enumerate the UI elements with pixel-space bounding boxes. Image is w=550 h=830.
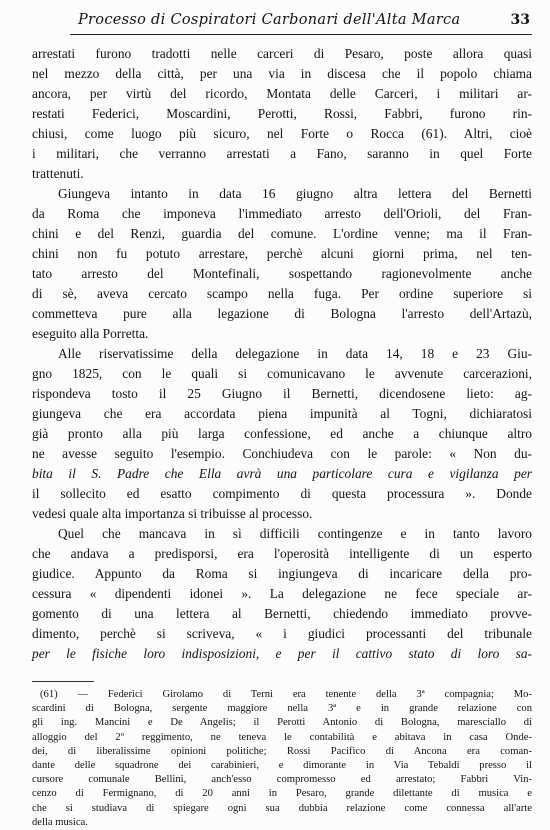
- footnote-line: cursore comunale Bellini, anch'esso compromesso ed arrestato; Fabbri Vin-: [32, 774, 532, 786]
- text-line: chiusi, come luogo più sicuro, nel Forte o Rocca (61). Altri, cioè: [32, 126, 532, 141]
- footnote-line: scardini di Bologna, sergente maggiore nella 3ª e in grande relazione con: [32, 703, 532, 715]
- text-line: Alle riservatissime della delegazione in data 14, 18 e 23 Giu-: [58, 346, 532, 361]
- text-line: chini e del Renzi, guardia del comune. L'ordine venne; ma il Fran-: [32, 226, 532, 241]
- footnote-line: dante delle squadrone dei carabinieri, e dimorante in Via Tebaldi presso il: [32, 759, 532, 771]
- text-line: i militari, che verranno arrestati a Fano, saranno in quel Forte: [32, 146, 532, 161]
- text-line: restati Federici, Moscardini, Perotti, Rossi, Fabbri, furono rin-: [32, 106, 532, 121]
- footnote-rule: [32, 681, 94, 682]
- footnote-line: dei, di liberalissime opinioni politiche; Rossi Pacifico di Ancona era coman-: [32, 745, 532, 757]
- text-line: Quel che mancava in sì difficili contingenze e in tanto lavoro: [58, 526, 532, 541]
- text-line: gomento di una lettera al Bernetti, chiedendo immediato provve-: [32, 606, 532, 621]
- text-line: di sè, aveva cercato scampo nella fuga. Per ordine superiore si: [32, 286, 532, 301]
- text-line: trattenuti.: [32, 166, 84, 181]
- text-line: giudice. Appunto da Roma si ingiungeva di incaricare della pro-: [32, 566, 532, 581]
- text-line: il sollecito ed esatto compimento di questa processura ». Donde: [32, 486, 532, 501]
- text-line: da Roma che imponeva l'immediato arresto dell'Orioli, del Fran-: [32, 206, 532, 221]
- paragraph: [32, 344, 532, 524]
- page-header: [70, 10, 532, 35]
- text-line: dimento, perchè si scriveva, « i giudici processanti del tribunale: [32, 626, 532, 641]
- page-number: 33: [510, 12, 530, 28]
- footnote-line: della musica.: [32, 816, 88, 828]
- text-line: per le fisiche loro indisposizioni, e per il cattivo stato di loro sa-: [32, 646, 532, 661]
- text-line: gno 1825, con le quali si comunicavano le avvenute carcerazioni,: [32, 366, 532, 381]
- text-line: commetteva pure alla legazione di Bologna l'arresto dell'Artazù,: [32, 306, 532, 321]
- text-line: rispondeva tosto il 25 Giugno il Bernetti, dicendosene lieto: ag-: [32, 386, 532, 401]
- text-line: ne avesse seguito l'esempio. Conchiudeva con le parole: « Non du-: [32, 446, 532, 461]
- footnote-line: che si studiava di spiegare ogni sua dubbia relazione come connessa all'arte: [32, 802, 532, 814]
- footnote-line: gli ing. Mancini e De Angelis; il Perotti Antonio di Bologna, maresciallo di: [32, 717, 532, 729]
- text-line: che andava a predisporsi, era l'operosità intelligente di un esperto: [32, 546, 532, 561]
- text-line: arrestati furono tradotti nelle carceri di Pesaro, poste allora quasi: [32, 46, 532, 61]
- text-line: tato arresto del Montefinali, sospettando ragionevolmente anche: [32, 266, 532, 281]
- paragraph: [32, 184, 532, 344]
- text-line: nel mezzo della città, per una via in discesa che il popolo chiama: [32, 66, 532, 81]
- text-line: già pronto alla più larga confessione, ed anche a chiunque altro: [32, 426, 532, 441]
- paragraph: [32, 44, 532, 184]
- text-line: ancora, per virtù del ricordo, Montata delle Carceri, i militari ar-: [32, 86, 532, 101]
- text-line: eseguito alla Porretta.: [32, 326, 149, 341]
- footnote-line: alloggio del 2º reggimento, ne teneva le contabilità e abitava in casa Onde-: [32, 731, 532, 743]
- text-line: giungeva che era accordata piena impunità al Togni, dichiaratosi: [32, 406, 532, 421]
- footnote-line: cenzo di Fermignano, di 20 anni in Pesaro, grande dilettante di musica e: [32, 788, 532, 800]
- text-line: bita il S. Padre che Ella avrà una particolare cura e vigilanza per: [32, 466, 532, 481]
- paragraph: [32, 524, 532, 664]
- text-line: Giungeva intanto in data 16 giugno altra lettera del Bernetti: [58, 186, 532, 201]
- text-line: vedesi quale alta importanza si tribuisse al processo.: [32, 506, 313, 521]
- footnote-line: (61) — Federici Girolamo di Terni era tenente della 3ª compagnia; Mo-: [40, 689, 532, 700]
- footnote: [32, 688, 532, 830]
- running-title: Processo di Cospiratori Carbonari dell'Alta Marca: [78, 12, 461, 28]
- text-line: cessura « dipendenti idonei ». La delegazione ne fece speciale ar-: [32, 586, 532, 601]
- body-text: [32, 44, 532, 664]
- text-line: chini non fu potuto arrestare, perchè alcuni giorni prima, nel ten-: [32, 246, 532, 261]
